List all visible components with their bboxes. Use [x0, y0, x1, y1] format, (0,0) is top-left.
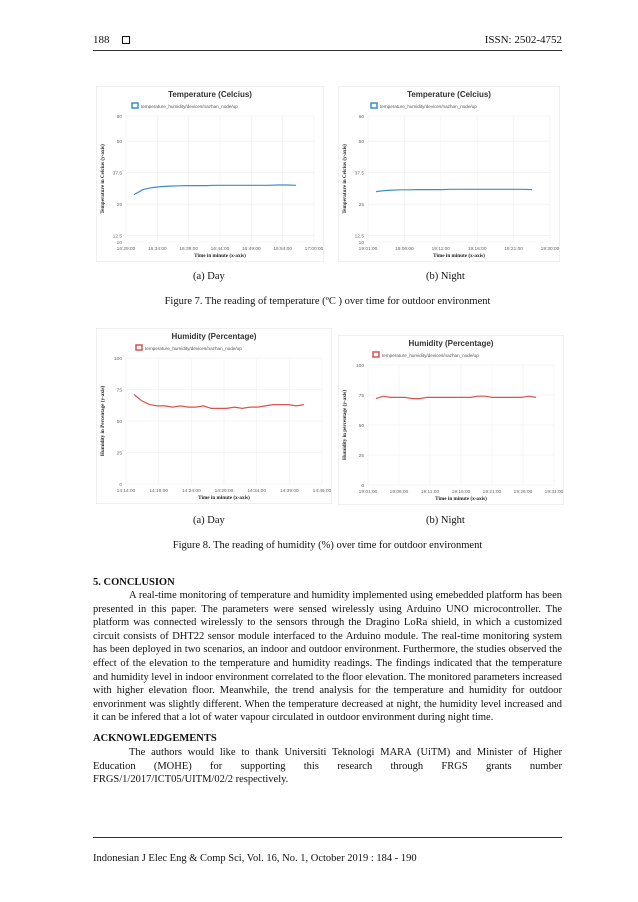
- footer-rule: [93, 837, 562, 838]
- figure8-night-label: (b) Night: [426, 515, 465, 526]
- x-tick-label: 16:29:00: [116, 247, 136, 252]
- chart-temperature-day: [96, 86, 324, 262]
- y-tick-label: 75: [358, 393, 364, 399]
- figure7-night-label: (b) Night: [426, 271, 465, 282]
- x-axis-label: Time in minute (x-axis): [435, 496, 487, 502]
- legend-label: temperature_humidity/devices/nazhan_node/up: [380, 104, 477, 109]
- conclusion-paragraph: A real-time monitoring of temperature and humidity implemented using emebedded platform has been presented in this paper. The parameters were sensed wirelessly using Arduino UNO microcontroller. The platform was connected wirelessly to the sensors through the Dragino LoRa shield, in which a customized circuit consists of DHT22 sensor module interfaced to the Arduino module. The real-time monitoring system has been deployed in two scenarios, an indoor and outdoor environment. Furthermore, the studies observed the effect of the elevation to the temperature and humidity readings. The findings indicated that the temperature and humidity level in indoor environment correlated to the floor elevation. The monitored parameters increased with higher elevation floor. Meanwhile, the trend analysis for the temperature and humidity for outdoor envorinment was slightly different. When the temperature decreased at night, the humidity level increased and it can be infered that a lot of water vapour circulated in outdoor environment during night time.: [93, 590, 562, 724]
- legend-swatch: [371, 103, 377, 108]
- footer-citation: Indonesian J Elec Eng & Comp Sci, Vol. 16, No. 1, October 2019 : 184 - 190: [93, 853, 417, 864]
- page-number: 188: [93, 34, 110, 46]
- x-tick-label: 19:06:00: [395, 247, 414, 252]
- figure8-day-label: (a) Day: [193, 515, 225, 526]
- acknowledgements-paragraph: The authors would like to thank Universiti Teknologi MARA (UiTM) and Minister of Higher Education (MOHE) for supporting this research through FRGS grants number FRGS/1/2017/ICT05/UITM/02/2 respectively.: [93, 747, 562, 786]
- x-tick-label: 14:29:00: [214, 489, 234, 494]
- x-tick-label: 19:26:00: [513, 490, 533, 495]
- y-tick-label: 0: [361, 483, 364, 489]
- legend-swatch: [373, 352, 379, 357]
- x-tick-label: 19:11:00: [420, 490, 440, 495]
- y-axis-label: Temperature in Celcius (y-axis): [100, 144, 106, 214]
- y-axis-label: Temperature in Celcius (y-axis): [342, 144, 348, 214]
- issn-label: ISSN: 2502-4752: [484, 34, 562, 46]
- figure7-day-label: (a) Day: [193, 271, 225, 282]
- x-tick-label: 19:16:00: [467, 247, 487, 252]
- figure7-caption: Figure 7. The reading of temperature (ºC ) over time for outdoor environment: [164, 296, 491, 307]
- x-tick-label: 14:14:00: [116, 489, 136, 494]
- y-tick-label: 60: [116, 114, 122, 120]
- x-tick-label: 16:39:00: [179, 247, 199, 252]
- x-tick-label: 14:19:00: [149, 489, 169, 494]
- y-tick-label: 100: [355, 363, 364, 369]
- x-tick-label: 19:01:00: [358, 247, 378, 252]
- y-tick-label: 25: [116, 451, 122, 457]
- chart-svg-humidity-night: [338, 335, 564, 505]
- x-tick-label: 14:24:00: [181, 489, 201, 494]
- y-tick-label: 60: [358, 114, 364, 120]
- x-tick-label: 19:30:00: [540, 247, 560, 252]
- x-tick-label: 19:06:00: [389, 490, 409, 495]
- y-axis-label: Humidity in Percentage (y-axis): [100, 385, 106, 457]
- legend-label: temperature_humidity/devices/nazhan_node/up: [145, 346, 242, 351]
- chart-frame: [96, 328, 332, 504]
- chart-temperature-night: [338, 86, 560, 262]
- legend-swatch: [136, 345, 142, 350]
- x-tick-label: 16:49:00: [241, 247, 261, 252]
- x-tick-label: 14:45:00: [312, 489, 332, 494]
- legend-label: temperature_humidity/devices/nazhan_node/up: [141, 104, 238, 109]
- y-tick-label: 50: [358, 423, 364, 429]
- x-tick-label: 19:21:00: [504, 247, 523, 252]
- chart-svg-temperature-day: [96, 86, 324, 262]
- x-tick-label: 16:34:00: [147, 247, 167, 252]
- legend-label: temperature_humidity/devices/nazhan_node/up: [382, 353, 479, 358]
- y-tick-label: 75: [116, 388, 122, 394]
- x-tick-label: 14:34:00: [247, 489, 267, 494]
- chart-title: Humidity (Percentage): [171, 332, 257, 341]
- x-tick-label: 16:44:00: [210, 247, 230, 252]
- y-tick-label: 50: [116, 419, 122, 425]
- header-rule: [93, 50, 562, 51]
- x-tick-label: 17:00:00: [304, 247, 324, 252]
- x-tick-label: 16:54:00: [273, 247, 293, 252]
- x-tick-label: 19:01:00: [358, 490, 378, 495]
- y-tick-label: 10: [358, 240, 364, 246]
- chart-title: Temperature (Celcius): [168, 90, 252, 99]
- y-tick-label: 50: [358, 140, 364, 145]
- chart-svg-humidity-day: [96, 328, 332, 504]
- x-axis-label: Time in minute (x-axis): [194, 253, 246, 259]
- chart-title: Humidity (Percentage): [408, 339, 494, 348]
- chart-humidity-day: [96, 328, 332, 504]
- acknowledgements-heading: ACKNOWLEDGEMENTS: [93, 733, 217, 744]
- chart-humidity-night: [338, 335, 564, 505]
- chart-svg-temperature-night: [338, 86, 560, 262]
- y-tick-label: 12.5: [354, 234, 364, 240]
- y-tick-label: 25: [358, 203, 364, 208]
- y-tick-label: 25: [116, 203, 122, 208]
- y-tick-label: 50: [116, 140, 122, 145]
- conclusion-heading: 5. CONCLUSION: [93, 577, 175, 588]
- x-axis-label: Time in minute (x-axis): [433, 253, 485, 259]
- x-axis-label: Time in minute (x-axis): [198, 495, 250, 501]
- x-tick-label: 19:31:00: [544, 490, 564, 495]
- chart-title: Temperature (Celcius): [407, 90, 491, 99]
- legend-swatch: [132, 103, 138, 108]
- x-tick-label: 19:16:00: [451, 490, 471, 495]
- y-tick-label: 10: [116, 240, 122, 246]
- y-tick-label: 12.5: [112, 234, 122, 240]
- checkbox-glyph-icon: [122, 36, 130, 44]
- y-tick-label: 0: [119, 482, 122, 488]
- chart-frame: [338, 335, 564, 505]
- x-tick-label: 19:21:00: [482, 490, 502, 495]
- y-tick-label: 37.5: [112, 171, 122, 177]
- page-header: [93, 34, 562, 48]
- y-tick-label: 37.5: [354, 171, 364, 177]
- figure8-caption: Figure 8. The reading of humidity (%) over time for outdoor environment: [172, 540, 483, 551]
- y-tick-label: 25: [358, 453, 364, 459]
- y-tick-label: 100: [113, 356, 122, 362]
- y-axis-label: Humidity in percentage (y-axis): [342, 389, 348, 461]
- x-tick-label: 19:11:00: [431, 247, 450, 252]
- x-tick-label: 14:39:00: [279, 489, 299, 494]
